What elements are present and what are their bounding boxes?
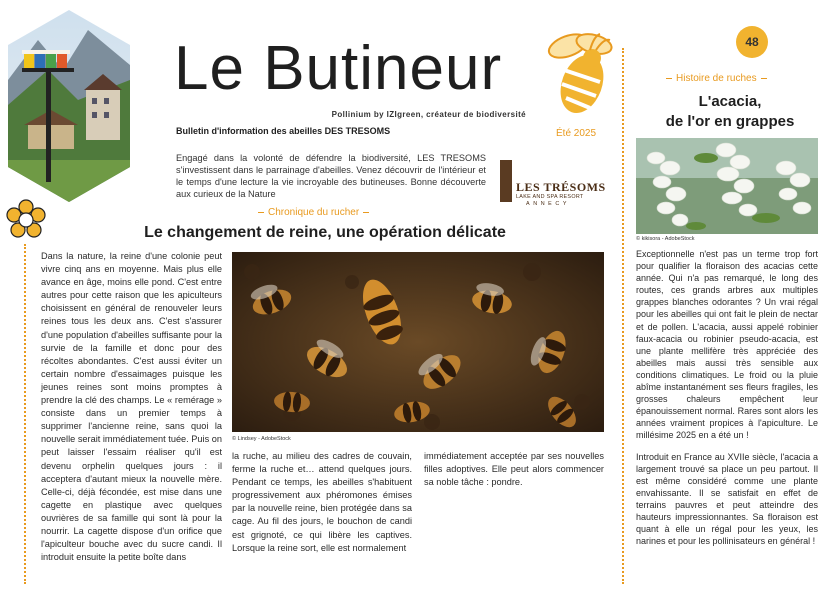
main-column-1: Dans la nature, la reine d'une colonie peut vivre cinq ans en moyenne. Mais plus elle avance en âge, moins elle pond. C'est entre autres pour cette raison que les apiculteurs choisissent en général de renouveler leurs reines tous les deux ans. C'est s'assurer d'une population d'abeilles suffisante pour la survie de la famille et donc pour des récoltes abondantes. C'est aussi éviter un certain nombre d'essaimages puisque les jeunes reines sont moins promptes à prendre la clé des champs. Le « remérage » consiste dans un premier temps à supprimer l'ancienne reine, sans quoi la nouvelle serait immédiatement tuée. Puis on peut laisser l'essaim réaliser qu'il est devenu orphelin quelques jours : il acceptera d'autant mieux la nouvelle mère. Celle-ci, déjà fécondée, est mise dans une cagette en plastique avec quelques ouvrières de sa famille qui sont là pour la nourrir. La cagette dispose d'un orifice que l'apiculteur bouche avec du sucre candi. Il introduit ensuite la petite boîte dans <box>41 251 222 563</box>
partner-logo-tagline: LAKE AND SPA RESORT <box>516 194 584 200</box>
partner-logo-mark <box>500 160 512 202</box>
header-hexagon-photo <box>8 10 130 202</box>
dotted-divider-sidebar <box>622 48 624 584</box>
dotted-divider-left <box>24 244 26 584</box>
section-tag-histoire: Histoire de ruches <box>662 73 771 84</box>
side-headline <box>640 92 820 132</box>
partner-logo-name: LES TRÉSOMS <box>516 180 606 194</box>
bees-photo-credit: © Lindsey - AdobeStock <box>232 436 291 442</box>
newsletter-title: Le Butineur <box>174 34 503 103</box>
acacia-photo <box>636 138 818 234</box>
section-tag-chronique: Chronique du rucher <box>254 207 373 218</box>
acacia-photo-credit: © kikisora - AdobeStock <box>636 236 695 242</box>
main-column-3: immédiatement acceptée par ses nouvelles filles adoptives. Elle peut alors commencer sa noble tâche : pondre. <box>424 451 604 488</box>
bee-illustration-icon <box>540 30 620 120</box>
main-column-2: la ruche, au milieu des cadres de couvain, ferme la ruche et… attend quelques jours. Pendant ce temps, les abeilles s'habituent progressivement aux phéromones émises par la nouvelle reine, bien protégée dans sa cage. Au fil des jours, le bouchon de candi est grignoté, ce qui libère les captives. Lorsque la reine sort, elle est normalement <box>232 451 412 553</box>
main-headline: Le changement de reine, une opération délicate <box>144 224 506 241</box>
newsletter-subtitle: Pollinium by IZIgreen, créateur de biodiversité <box>331 110 526 119</box>
bulletin-label: Bulletin d'information des abeilles DES TRESOMS <box>176 126 391 136</box>
partner-logo-city: ANNECY <box>526 201 571 207</box>
side-article-body <box>636 248 818 556</box>
intro-paragraph: Engagé dans la volonté de défendre la biodiversité, LES TRESOMS s'investissent dans le parrainage d'abeilles. Venez découvrir de l'intérieur et le temps d'une lecture la vie incroyable des butineuses. Bonne découverte aux curieux de la Nature <box>176 153 486 199</box>
page-number-badge: 48 <box>736 26 768 58</box>
season-label: Été 2025 <box>556 128 597 139</box>
side-headline-line1: L'acacia, <box>698 93 762 110</box>
side-paragraph-2: Introduit en France au XVIIe siècle, l'acacia a largement trouvé sa place un peu partout. Il est même considéré comme une plante envahissante. Il se satisfait en effet de terrains pauvres et peut atteindre des hauteurs impressionnantes. Sa floraison est quant à elle un régal pour les yeux, les narines et pour les pollinisateurs en général ! <box>636 451 818 547</box>
side-headline-line2: de l'or en grappes <box>665 113 795 130</box>
side-paragraph-1: Exceptionnelle n'est pas un terme trop fort pour qualifier la floraison des acacias cette année. Qui n'a pas remarqué, le long des routes, ces grands arbres aux multiples grappes blanches odorantes ? Un vrai régal pour les abeilles qui ont fait le plein de nectar et de pollen. L'acacia, aussi appelé robinier faux-acacia ou robinier pseudo-acacia, est une plante mellifère très appréciée des abeilles mais aussi très sensible aux conditions climatiques. Le froid ou la pluie abîme instantanément ses fleurs fragiles, les grosses chaleurs empêchent leur épanouissement normal. Rares sont alors les années vraiment propices à l'apiculture. Le millésime 2025 en a été un ! <box>636 249 818 441</box>
bees-photo <box>232 252 604 432</box>
flower-icon <box>4 198 48 242</box>
